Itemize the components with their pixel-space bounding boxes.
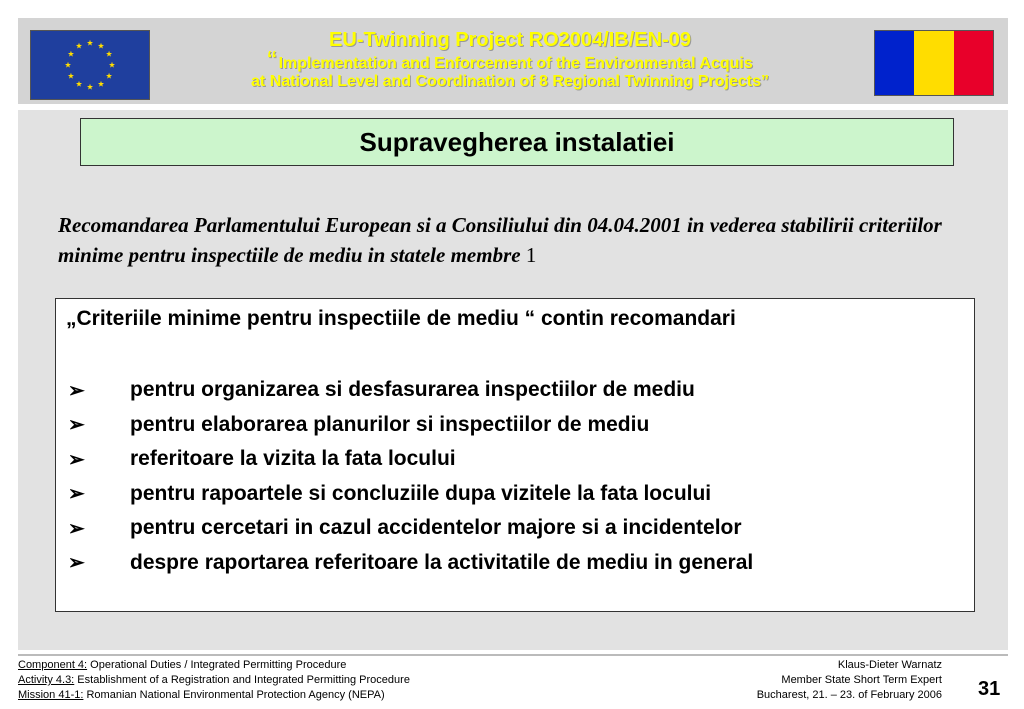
- arrow-bullet-icon: ➢: [68, 552, 85, 575]
- eu-star-icon: [87, 84, 93, 90]
- footer-mission-line: [18, 688, 410, 703]
- criteria-heading: „Criteriile minime pentru inspectiile de mediu “ contin recomandari: [66, 307, 736, 330]
- page-number: 31: [978, 678, 1001, 700]
- footer-location-date: Bucharest, 21. – 23. of February 2006: [756, 689, 942, 701]
- romania-flag-yellow-stripe: [914, 31, 953, 95]
- arrow-bullet-icon: ➢: [68, 414, 85, 437]
- opening-quote: “: [267, 45, 277, 76]
- footer-component-line: [18, 658, 410, 673]
- project-subtitle-line1: [160, 45, 860, 76]
- footer-divider: [18, 654, 1008, 656]
- footer-left: [18, 658, 410, 703]
- list-item-text: despre raportarea referitoare la activitatile de mediu in general: [130, 550, 754, 574]
- list-item: [68, 477, 753, 512]
- intro-footnote-marker: 1: [525, 243, 537, 267]
- intro-text: Recomandarea Parlamentului European si a Consiliului din 04.04.2001 in vederea stabilirii criteriilor minime pentru inspectiile de mediu in statele membre: [58, 213, 942, 267]
- criteria-box: [55, 298, 975, 612]
- footer-component-text: Operational Duties / Integrated Permitting Procedure: [87, 659, 347, 671]
- list-item-text: pentru rapoartele si concluziile dupa vizitele la fata locului: [130, 481, 712, 505]
- eu-star-icon: [65, 62, 71, 68]
- eu-star-icon: [68, 51, 74, 57]
- footer-author: Klaus-Dieter Warnatz: [837, 659, 942, 671]
- eu-star-icon: [68, 73, 74, 79]
- eu-star-icon: [98, 81, 104, 87]
- footer-right: [757, 658, 942, 703]
- project-header: [160, 28, 860, 91]
- footer-activity-text: Establishment of a Registration and Integrated Permitting Procedure: [74, 674, 410, 686]
- eu-star-icon: [98, 43, 104, 49]
- criteria-list: [68, 373, 753, 580]
- arrow-bullet-icon: ➢: [68, 517, 85, 540]
- eu-flag-logo: [30, 30, 150, 100]
- eu-star-icon: [106, 51, 112, 57]
- project-subtitle-text1: Implementation and Enforcement of the Environmental Acquis: [278, 55, 753, 72]
- arrow-bullet-icon: ➢: [68, 483, 85, 506]
- project-code: EU-Twinning Project RO2004/IB/EN-09: [329, 29, 691, 51]
- eu-star-icon: [106, 73, 112, 79]
- list-item-text: pentru elaborarea planurilor si inspectiilor de mediu: [130, 412, 650, 436]
- footer-activity-line: [18, 673, 410, 688]
- eu-star-icon: [109, 62, 115, 68]
- list-item-text: referitoare la vizita la fata locului: [130, 447, 456, 471]
- list-item: [68, 511, 753, 546]
- list-item-text: pentru organizarea si desfasurarea inspectiilor de mediu: [130, 378, 695, 402]
- eu-star-icon: [87, 40, 93, 46]
- footer-author-role: Member State Short Term Expert: [781, 674, 942, 686]
- list-item: [68, 546, 753, 581]
- list-item: [68, 442, 753, 477]
- footer-component-label: Component 4:: [18, 659, 88, 671]
- eu-star-icon: [76, 81, 82, 87]
- list-item-text: pentru cercetari in cazul accidentelor majore si a incidentelor: [130, 516, 742, 540]
- slide-title: Supravegherea instalatiei: [80, 118, 954, 166]
- footer-activity-label: Activity 4.3:: [18, 674, 75, 686]
- eu-star-icon: [76, 43, 82, 49]
- romania-flag-logo: [874, 30, 994, 96]
- intro-paragraph: [58, 210, 978, 270]
- list-item: [68, 408, 753, 443]
- arrow-bullet-icon: ➢: [68, 379, 85, 402]
- footer-mission-text: Romanian National Environmental Protection Agency (NEPA): [83, 689, 385, 701]
- romania-flag-red-stripe: [954, 31, 993, 95]
- list-item: [68, 373, 753, 408]
- arrow-bullet-icon: ➢: [68, 448, 85, 471]
- project-subtitle-line2: at National Level and Coordination of 8 Regional Twinning Projects”: [251, 73, 769, 90]
- footer-mission-label: Mission 41-1:: [18, 689, 84, 701]
- romania-flag-blue-stripe: [875, 31, 914, 95]
